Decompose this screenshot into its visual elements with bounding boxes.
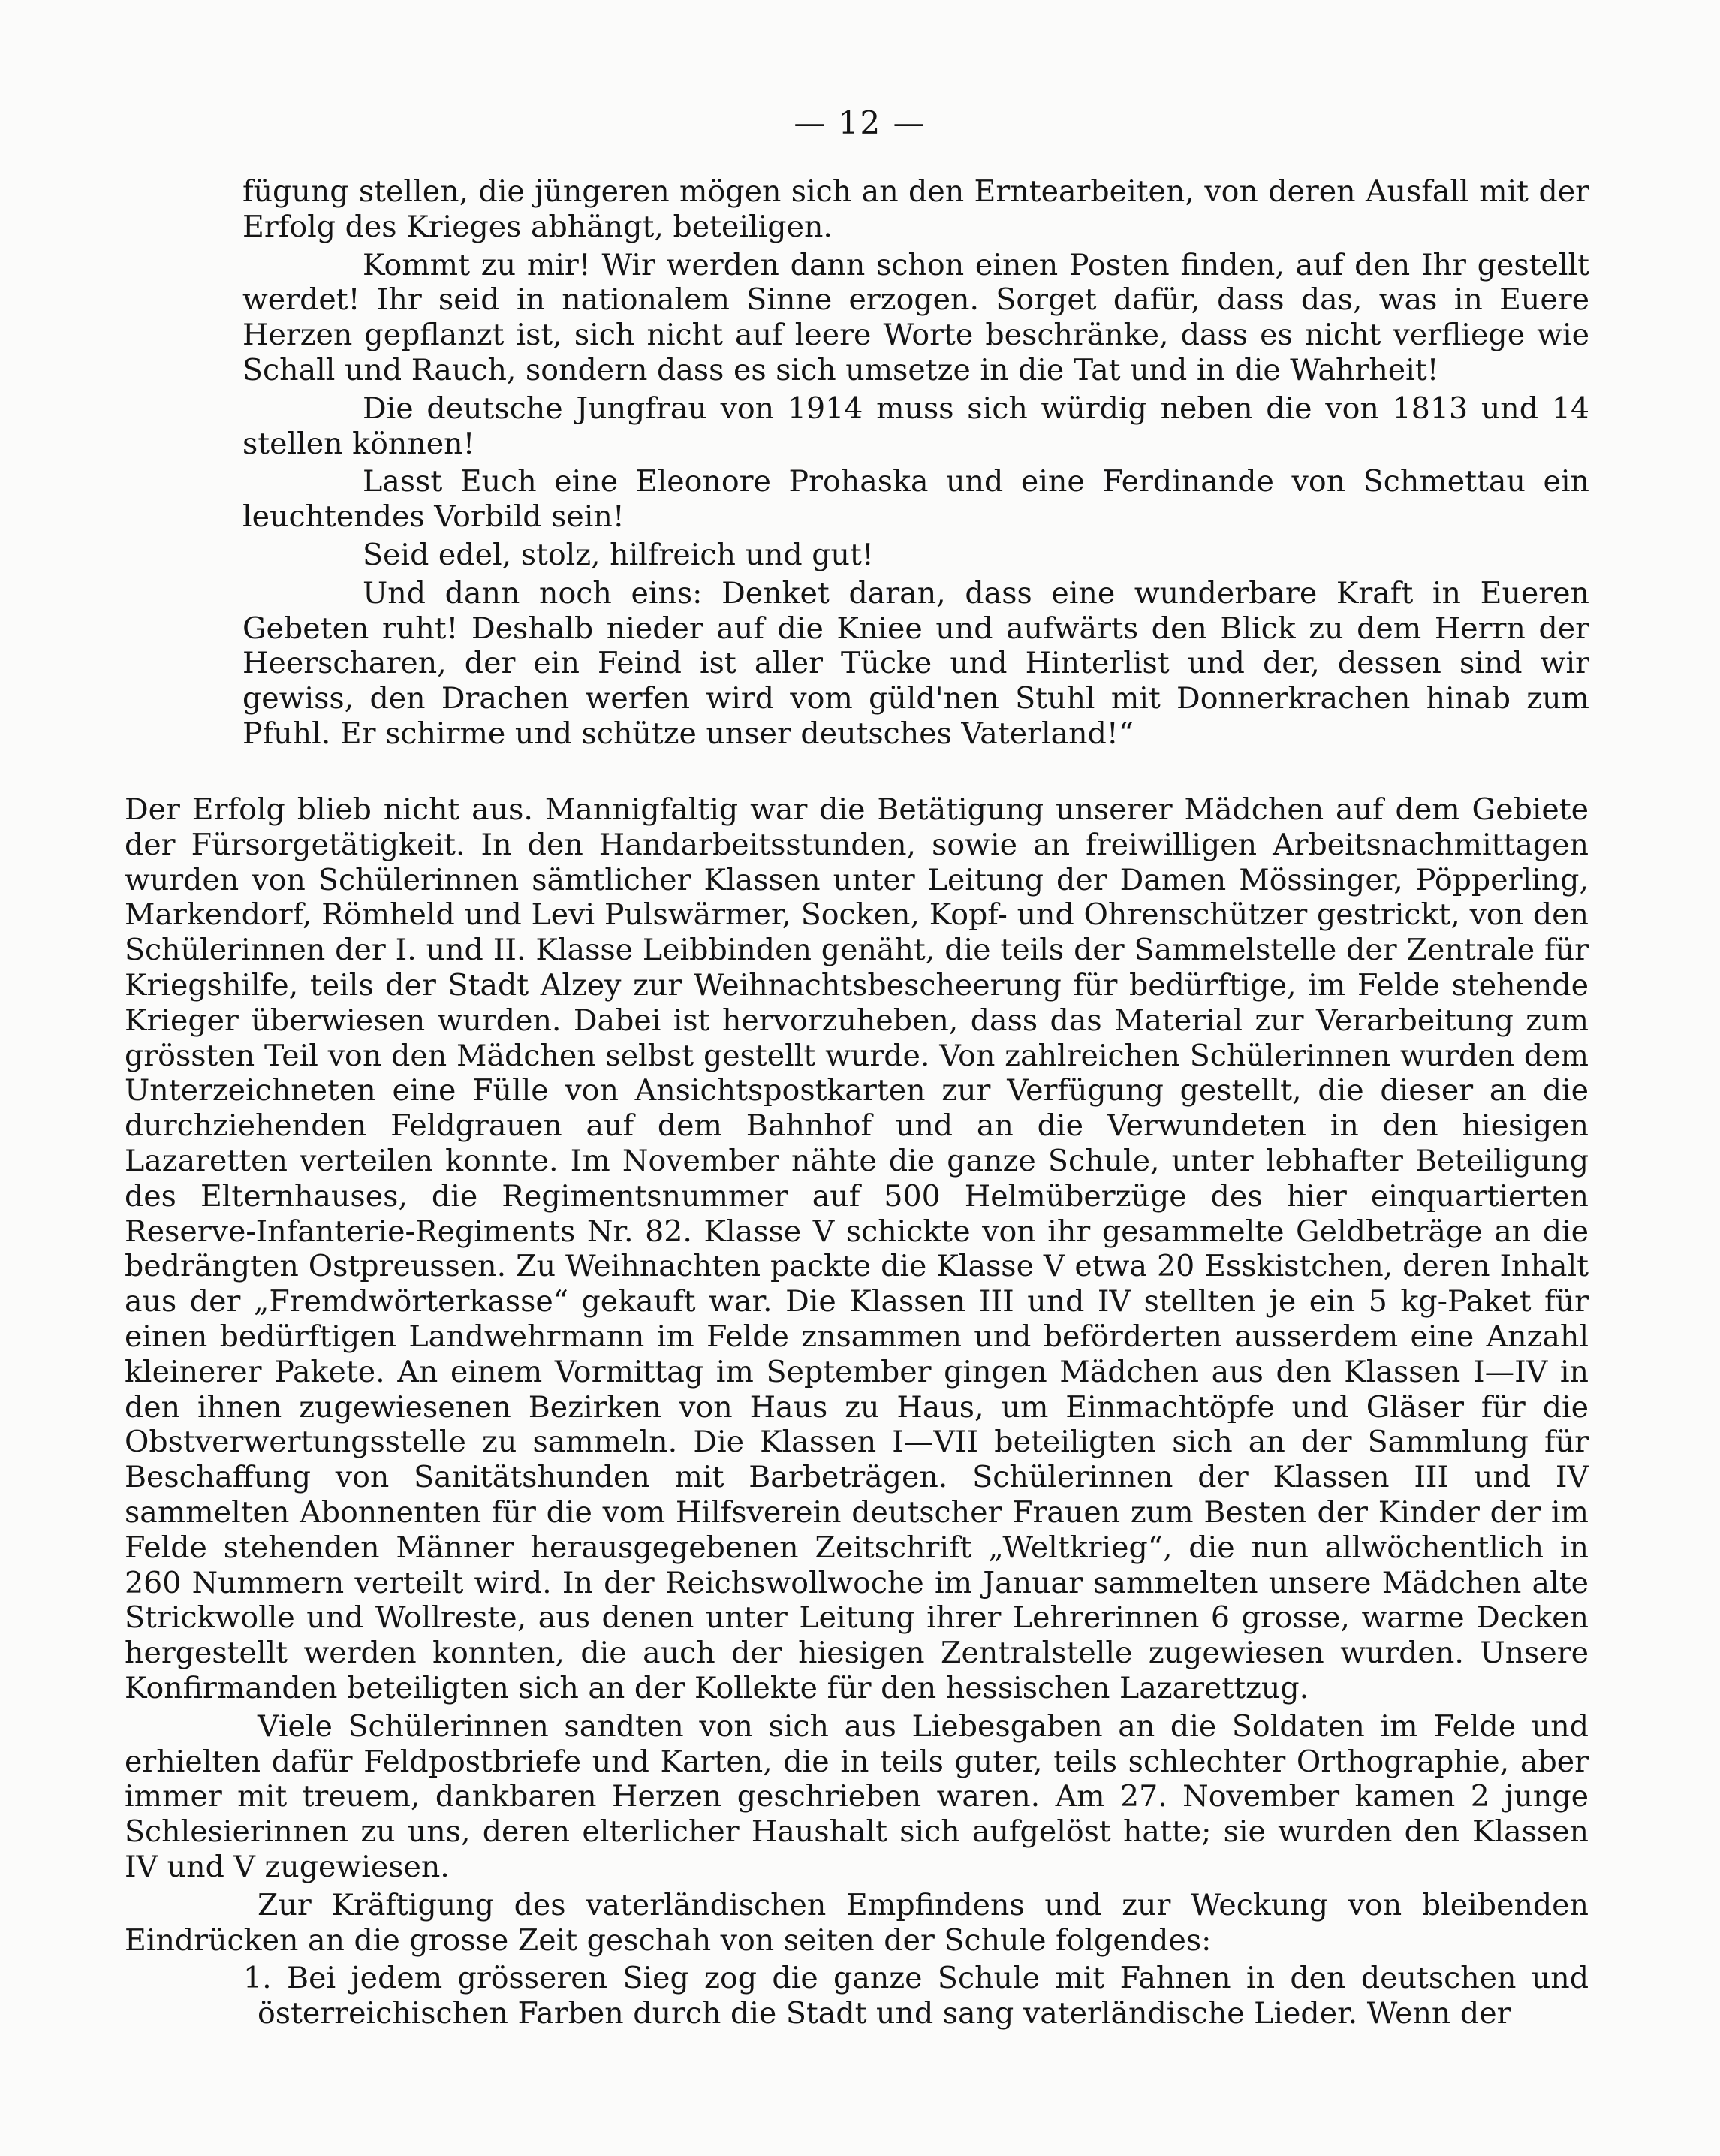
body-paragraph-patriotic-measures: Zur Kräftigung des vaterländischen Empfindens und zur Weckung von bleibenden Eindrücken an die grosse Zeit geschah von seiten der Schule folgendes: <box>125 1887 1589 1958</box>
quote-paragraph-3: Die deutsche Jungfrau von 1914 muss sich würdig neben die von 1813 und 14 stellen können! <box>242 390 1589 461</box>
quote-paragraph-5: Seid edel, stolz, hilfreich und gut! <box>363 537 874 572</box>
quoted-speech-block <box>242 174 1589 755</box>
report-body-text <box>125 792 1589 2034</box>
quote-paragraph-4: Lasst Euch eine Eleonore Prohaska und eine Ferdinande von Schmettau ein leuchtendes Vorbild sein! <box>242 464 1589 535</box>
quote-paragraph-1: fügung stellen, die jüngeren mögen sich an den Erntearbeiten, von deren Ausfall mit der Erfolg des Krieges abhängt, beteiligen. <box>242 174 1589 244</box>
body-paragraph-gifts-to-soldiers: Viele Schülerinnen sandten von sich aus Liebesgaben an die Soldaten im Felde und erhielten dafür Feldpostbriefe und Karten, die in teils guter, teils schlechter Orthographie, aber immer mit treuem, dankbaren Herzen geschrieben waren. Am 27. November kamen 2 junge Schlesierinnen zu uns, deren elterlicher Haushalt sich aufgelöst hatte; sie wurden den Klassen IV und V zugewiesen. <box>125 1708 1589 1884</box>
quote-paragraph-6: Und dann noch eins: Denket daran, dass eine wunderbare Kraft in Eueren Gebeten ruht! Deshalb nieder auf die Kniee und aufwärts den Blick zu dem Herrn der Heerscharen, der ein Feind ist aller Tücke und Hinterlist und der, dessen sind wir gewiss, den Drachen werfen wird vom güld'nen Stuhl mit Donnerkrachen hinab zum Pfuhl. Er schirme und schütze unser deutsches Vaterland!“ <box>242 575 1589 751</box>
page-number: — 12 — <box>794 104 926 141</box>
body-paragraph-welfare-activities: Der Erfolg blieb nicht aus. Mannigfaltig war die Betätigung unserer Mädchen auf dem Gebiete der Fürsorgetätigkeit. In den Handarbeitsstunden, sowie an freiwilligen Arbeitsnachmittagen wurden von Schülerinnen sämtlicher Klassen unter Leitung der Damen Mössinger, Pöpperling, Markendorf, Römheld und Levi Pulswärmer, Socken, Kopf- und Ohrenschützer gestrickt, von den Schülerinnen der I. und II. Klasse Leibbinden genäht, die teils der Sammelstelle der Zentrale für Kriegshilfe, teils der Stadt Alzey zur Weihnachtsbescheerung für bedürftige, im Felde stehende Krieger überwiesen wurden. Dabei ist hervorzuheben, dass das Material zur Verarbeitung zum grössten Teil von den Mädchen selbst gestellt wurde. Von zahlreichen Schülerinnen wurden dem Unterzeichneten eine Fülle von Ansichtspostkarten zur Verfügung gestellt, die dieser an die durchziehenden Feldgrauen auf dem Bahnhof und an die Verwundeten in den hiesigen Lazaretten verteilen konnte. Im November nähte die ganze Schule, unter lebhafter Beteiligung des Elternhauses, die Regimentsnummer auf 500 Helmüberzüge des hier einquartierten Reserve-Infanterie-Regiments Nr. 82. Klasse V schickte von ihr gesammelte Geldbeträge an die bedrängten Ostpreussen. Zu Weihnachten packte die Klasse V etwa 20 Esskistchen, deren Inhalt aus der „Fremdwörterkasse“ gekauft war. Die Klassen III und IV stellten je ein 5 kg-Paket für einen bedürftigen Landwehrmann im Felde znsammen und beförderten ausserdem eine Anzahl kleinerer Pakete. An einem Vormittag im September gingen Mädchen aus den Klassen I—IV in den ihnen zugewiesenen Bezirken von Haus zu Haus, um Einmachtöpfe und Gläser für die Obstverwertungsstelle zu sammeln. Die Klassen I—VII beteiligten sich an der Sammlung für Beschaffung von Sanitätshunden mit Barbeträgen. Schülerinnen der Klassen III und IV sammelten Abonnenten für die vom Hilfsverein deutscher Frauen zum Besten der Kinder der im Felde stehenden Männer herausgegebenen Zeitschrift „Weltkrieg“, die nun allwöchentlich in 260 Nummern verteilt wird. In der Reichswollwoche im Januar sammelten unsere Mädchen alte Strickwolle und Wollreste, aus denen unter Leitung ihrer Lehrerinnen 6 grosse, warme Decken hergestellt werden konnten, die auch der hiesigen Zentralstelle zugewiesen wurden. Unsere Konfirmanden beteiligten sich an der Kollekte für den hessischen Lazarettzug. <box>125 792 1589 1705</box>
quote-paragraph-2: Kommt zu mir! Wir werden dann schon einen Posten finden, auf den Ihr gestellt werdet! Ihr seid in nationalem Sinne erzogen. Sorget dafür, dass das, was in Euere Herzen gepflanzt ist, sich nicht auf leere Worte beschränke, dass es nicht verfliege wie Schall und Rauch, sondern dass es sich umsetze in die Tat und in die Wahrheit! <box>242 247 1589 387</box>
body-list-item-1: 1. Bei jedem grösseren Sieg zog die ganze Schule mit Fahnen in den deutschen und österreichischen Farben durch die Stadt und sang vaterländische Lieder. Wenn der <box>243 1961 1589 2031</box>
